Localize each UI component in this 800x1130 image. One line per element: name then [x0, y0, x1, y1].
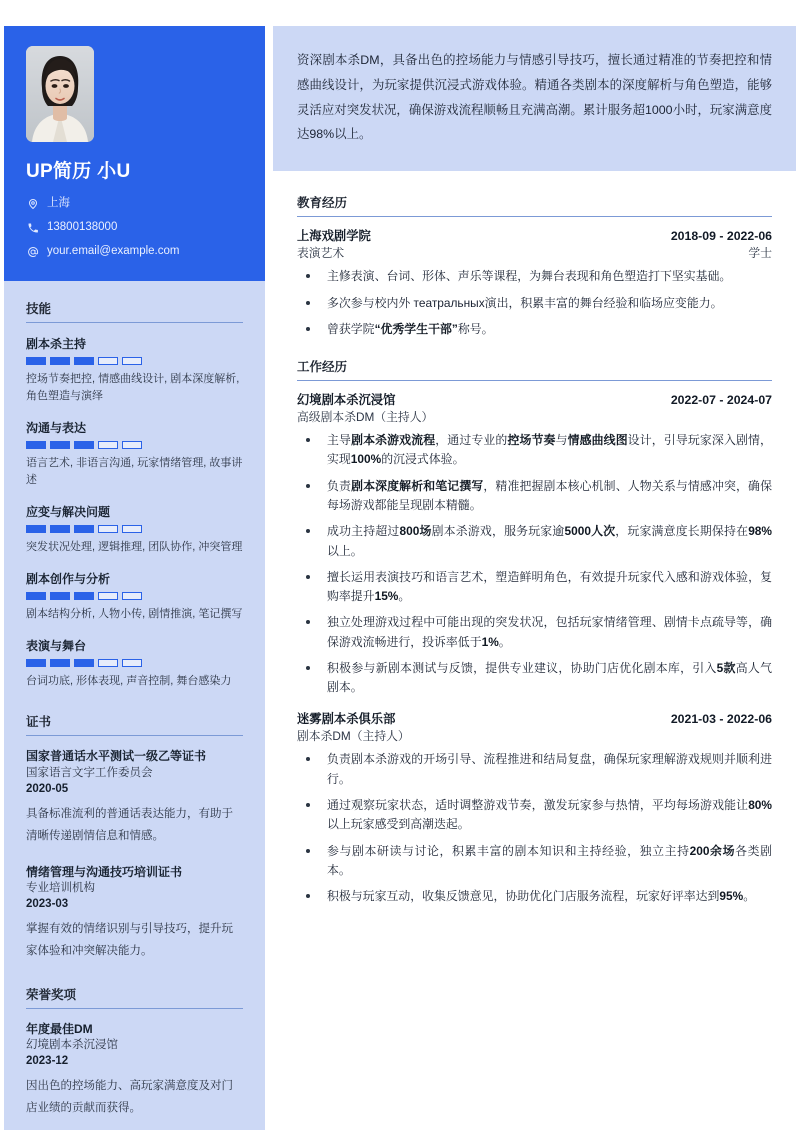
work-date: 2022-07 - 2024-07	[670, 393, 772, 408]
skill-level-bars	[26, 659, 243, 667]
summary-text: 资深剧本杀DM，具备出色的控场能力与情感引导技巧，擅长通过精准的节奏把控和情感曲线设计，为玩家提供沉浸式游戏体验。精通各类剧本的深度解析与角色塑造，能够灵活应对突发状况，确保游戏流程顺畅且充满高潮。累计服务超1000小时，玩家满意度达98%以上。	[297, 53, 772, 142]
contact-email-value: your.email@example.com	[47, 244, 180, 257]
certificate-date: 2023-03	[26, 897, 69, 910]
work-entry	[297, 390, 772, 697]
main-body	[273, 171, 796, 906]
work-role: 高级剧本杀DM（主持人）	[297, 410, 434, 425]
skill-segment	[50, 357, 70, 365]
skill-segment	[74, 357, 94, 365]
skill-segment	[122, 357, 142, 365]
awards-section-title: 荣誉奖项	[26, 985, 243, 1009]
phone-icon	[26, 221, 39, 234]
skill-segment	[98, 659, 118, 667]
skill-segment	[50, 525, 70, 533]
skill-segment	[98, 441, 118, 449]
skill-level-bars	[26, 357, 243, 365]
education-date: 2018-09 - 2022-06	[670, 229, 772, 244]
certificate-org: 专业培训机构	[26, 881, 95, 894]
education-section	[297, 193, 772, 339]
location-pin-icon	[26, 197, 39, 210]
education-bullets	[297, 267, 772, 339]
work-role: 剧本杀DM（主持人）	[297, 729, 410, 744]
skill-segment	[74, 525, 94, 533]
bullet-item: 擅长运用表演技巧和语言艺术，塑造鲜明角色，有效提升玩家代入感和游戏体验，复购率提升15%。	[297, 568, 772, 607]
skill-item	[26, 419, 243, 489]
main-content	[273, 26, 796, 1130]
education-school: 上海戏剧学院	[297, 229, 371, 244]
skill-segment	[74, 659, 94, 667]
profile-photo	[26, 46, 94, 142]
at-email-icon	[26, 245, 39, 258]
award-item	[26, 1021, 243, 1120]
skill-name: 剧本创作与分析	[26, 572, 111, 587]
contact-phone	[26, 221, 243, 234]
bullet-item: 参与剧本研读与讨论，积累丰富的剧本知识和主持经验，独立主持200余场各类剧本。	[297, 842, 772, 881]
bullet-item: 通过观察玩家状态，适时调整游戏节奏，激发玩家参与热情，平均每场游戏能让80%以上玩家感受到高潮迭起。	[297, 796, 772, 835]
certificates-section-title: 证书	[26, 712, 243, 736]
work-entry-header	[297, 390, 772, 408]
skill-item	[26, 503, 243, 556]
certificate-name: 国家普通话水平测试一级乙等证书	[26, 749, 207, 764]
bullet-item: 主导剧本杀游戏流程，通过专业的控场节奏与情感曲线图设计，引导玩家深入剧情，实现100%的沉浸式体验。	[297, 431, 772, 470]
certificates-section	[26, 712, 243, 962]
contact-location	[26, 197, 243, 210]
certificate-item	[26, 864, 243, 963]
skill-item	[26, 570, 243, 623]
skills-section-title: 技能	[26, 299, 243, 323]
skill-segment	[122, 441, 142, 449]
bullet-item: 曾获学院“优秀学生干部”称号。	[297, 320, 772, 339]
bullet-item: 负责剧本杀游戏的开场引导、流程推进和结局复盘，确保玩家理解游戏规则并顺利进行。	[297, 750, 772, 789]
skill-segment	[26, 357, 46, 365]
skills-section	[26, 299, 243, 690]
work-company: 幻境剧本杀沉浸馆	[297, 393, 396, 408]
skill-item	[26, 335, 243, 405]
skill-name: 应变与解决问题	[26, 505, 111, 520]
work-bullets	[297, 750, 772, 906]
work-entry-header	[297, 709, 772, 727]
sidebar-header	[4, 26, 265, 281]
skill-name: 沟通与表达	[26, 421, 87, 436]
skill-segment	[122, 525, 142, 533]
work-company: 迷雾剧本杀俱乐部	[297, 712, 396, 727]
skill-segment	[122, 592, 142, 600]
summary-box	[273, 26, 796, 171]
bullet-item: 独立处理游戏过程中可能出现的突发状况，包括玩家情绪管理、剧情卡点疏导等，确保游戏流畅进行，投诉率低于1%。	[297, 613, 772, 652]
award-description: 因出色的控场能力、高玩家满意度及对门店业绩的贡献而获得。	[26, 1080, 233, 1115]
skill-segment	[26, 592, 46, 600]
certificate-date: 2020-05	[26, 782, 69, 795]
skill-segment	[26, 441, 46, 449]
education-entry	[297, 226, 772, 339]
skill-segment	[98, 592, 118, 600]
skill-segment	[26, 659, 46, 667]
skill-name: 剧本杀主持	[26, 337, 87, 351]
certificate-description: 具备标准流利的普通话表达能力，有助于清晰传递剧情信息和情感。	[26, 807, 233, 842]
skill-segment	[26, 525, 46, 533]
contact-phone-value: 13800138000	[47, 220, 118, 233]
certificate-item	[26, 748, 243, 847]
bullet-item: 积极参与新剧本测试与反馈，提供专业建议，协助门店优化剧本库，引入5款高人气剧本。	[297, 659, 772, 698]
education-entry-header	[297, 226, 772, 244]
work-bullets	[297, 431, 772, 697]
skill-description: 突发状况处理, 逻辑推理, 团队协作, 冲突管理	[26, 541, 243, 554]
skill-segment	[74, 592, 94, 600]
skill-segment	[122, 659, 142, 667]
skill-description: 剧本结构分析, 人物小传, 剧情推演, 笔记撰写	[26, 608, 243, 621]
sidebar-body	[4, 281, 265, 1130]
skill-level-bars	[26, 525, 243, 533]
skill-segment	[74, 441, 94, 449]
certificate-name: 情绪管理与沟通技巧培训证书	[26, 864, 183, 879]
work-section-title: 工作经历	[297, 357, 772, 381]
award-date: 2023-12	[26, 1055, 69, 1068]
skill-segment	[50, 592, 70, 600]
bullet-item: 主修表演、台词、形体、声乐等课程，为舞台表现和角色塑造打下坚实基础。	[297, 267, 772, 286]
person-name: UP简历 小U	[26, 161, 131, 182]
awards-section	[26, 985, 243, 1120]
skill-description: 控场节奏把控, 情感曲线设计, 剧本深度解析, 角色塑造与演绎	[26, 373, 240, 403]
education-major: 表演艺术	[297, 246, 345, 261]
work-section	[297, 357, 772, 906]
education-section-title: 教育经历	[297, 193, 772, 217]
award-org: 幻境剧本杀沉浸馆	[26, 1038, 118, 1051]
skill-level-bars	[26, 441, 243, 449]
education-degree: 学士	[748, 246, 772, 261]
work-entry	[297, 709, 772, 906]
skill-segment	[50, 659, 70, 667]
contact-location-value: 上海	[47, 196, 70, 209]
skill-description: 台词功底, 形体表现, 声音控制, 舞台感染力	[26, 675, 232, 688]
bullet-item: 负责剧本深度解析和笔记撰写，精准把握剧本核心机制、人物关系与情感冲突，确保每场游戏都能呈现剧本精髓。	[297, 477, 772, 516]
bullet-item: 成功主持超过800场剧本杀游戏，服务玩家逾5000人次，玩家满意度长期保持在98%以上。	[297, 522, 772, 561]
skill-description: 语言艺术, 非语言沟通, 玩家情绪管理, 故事讲述	[26, 457, 243, 487]
award-name: 年度最佳DM	[26, 1021, 93, 1036]
contact-email	[26, 245, 243, 258]
skill-name: 表演与舞台	[26, 639, 87, 654]
bullet-item: 积极与玩家互动，收集反馈意见，协助优化门店服务流程，玩家好评率达到95%。	[297, 887, 772, 906]
certificate-description: 掌握有效的情绪识别与引导技巧，提升玩家体验和冲突解决能力。	[26, 923, 233, 957]
skill-item	[26, 637, 243, 690]
bullet-item: 多次参与校内外 театральных演出，积累丰富的舞台经验和临场应变能力。	[297, 294, 772, 313]
education-entry-subheader	[297, 244, 772, 261]
skill-level-bars	[26, 592, 243, 600]
work-date: 2021-03 - 2022-06	[670, 712, 772, 727]
skill-segment	[98, 357, 118, 365]
skill-segment	[98, 525, 118, 533]
sidebar	[4, 26, 265, 1130]
skill-segment	[50, 441, 70, 449]
certificate-org: 国家语言文字工作委员会	[26, 766, 153, 779]
